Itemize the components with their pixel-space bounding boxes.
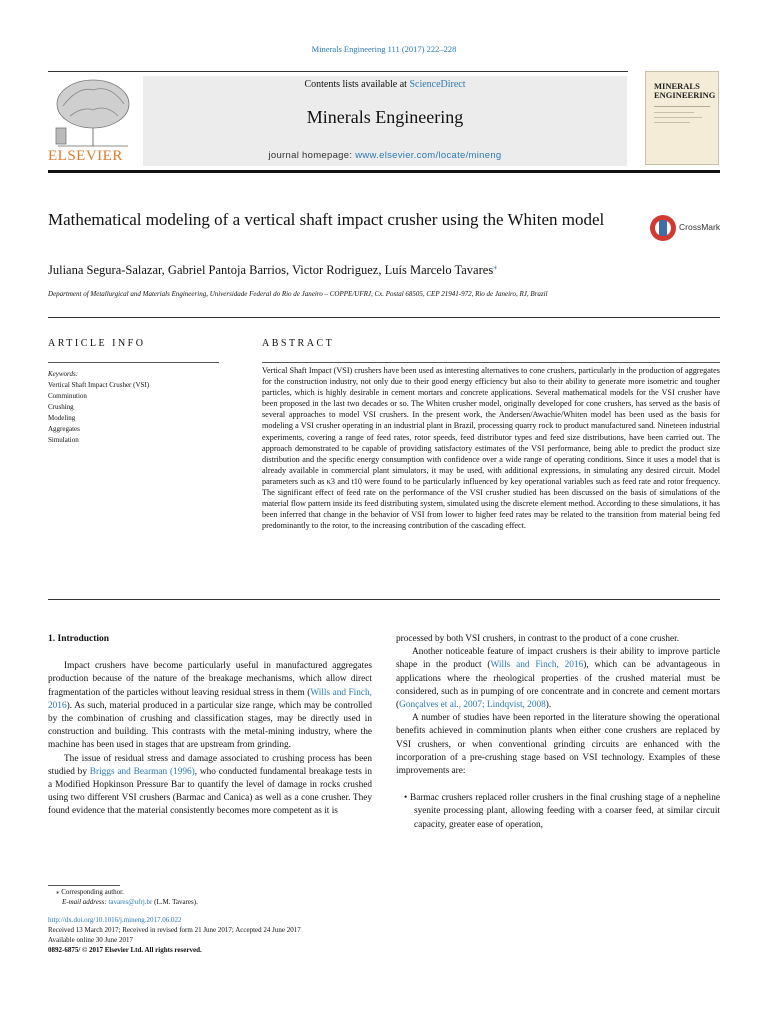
affiliation-rule [48, 317, 720, 318]
received-dates: Received 13 March 2017; Received in revised form 21 June 2017; Accepted 24 June 2017 [48, 926, 301, 934]
section-heading-introduction: 1. Introduction [48, 634, 110, 644]
body-paragraph [396, 646, 720, 712]
abstract-text: Vertical Shaft Impact (VSI) crushers have been used as interesting alternatives to cone crushers, particularly in the production of aggregates for the construction industry, not only due to their good energy efficiency but also to their ability to generate more isometric and tougher particles, which is highly desirable in cement mortars and concrete applications. Several mathematical models for the VSI crusher have been proposed in the last two decades or so. The Whiten crusher model, originally developed for cone crushers, has served as the basis of several approaches to model VSI crushers. In the present work, the Andersen/Awachie/Whiten model has been used as the basis for modeling a VSI crusher operating in an industrial plant in Brazil, processing quarry rock to product manufactured sand. Nineteen industrial experiments, covering a range of feed rates, rotor speeds, feed distributor types and feed size distributions, have been carried out. The approach demonstrated to be capable of providing satisfactory estimates of the VSI performance, being able to predict the product size distribution and the specific energy consumption with confidence over a wide range of operating conditions. Since it uses a model that is already available in commercial plant simulators, it may be used, with additional expressions, in simulating any desired circuit. Model parameters such as κ3 and t10 were found to be particularly influenced by key operational variables such as feed rate and rotor frequency. The significant effect of feed rate on the performance of the VSI crusher studied has been discussed on the basis of simulations of the material flow pattern inside its feed distributing system, simulated using the discrete element method. According to these simulations, it has been inferred that change in the behavior of VSI from lower to higher feed rates may be related to the transition from material being fed predominantly to the rotor, to the increasing contribution of the cascading effect. [262, 366, 720, 531]
elsevier-wordmark: ELSEVIER [48, 148, 123, 164]
author-list [48, 262, 728, 278]
contents-available-line [143, 79, 627, 90]
keyword-item: Crushing [48, 403, 74, 411]
copyright-line: 0892-6875/ © 2017 Elsevier Ltd. All rights reserved. [48, 946, 202, 954]
text-run: Impact crushers have become particularly useful in manufactured aggregates production because of the nature of the breakage mechanisms, which allow direct fragmentation of the particles without leaving residual stress in them ( [48, 661, 372, 698]
bullet-icon: • [404, 793, 410, 804]
affiliation: Department of Metallurgical and Materials Engineering, Universidade Federal do Rio de Janeiro – COPPE/UFRJ, Cx. Postal 68505, CEP 21941-972, Rio de Janeiro, RJ, Brazil [48, 290, 548, 298]
journal-cover-thumbnail[interactable] [645, 71, 719, 165]
list-item-text: Barmac crushers replaced roller crushers in the final crushing stage of a nepheline syenite processing plant, allowing feeding with a coarser feed, at similar circuit capacity, greater ease of operation, [410, 793, 720, 830]
journal-reference-link[interactable]: Minerals Engineering 111 (2017) 222–228 [311, 44, 457, 54]
author-names: Juliana Segura-Salazar, Gabriel Pantoja Barrios, Victor Rodriguez, Luís Marcelo Tavares [48, 263, 494, 278]
citation-link[interactable]: Wills and Finch, 2016 [490, 660, 584, 671]
cover-title: MINERALS ENGINEERING [654, 81, 716, 100]
journal-reference [0, 44, 768, 54]
article-info-heading: ARTICLE INFO [48, 338, 146, 349]
citation-link[interactable]: Briggs and Bearman (1996) [89, 766, 195, 777]
journal-homepage-link[interactable]: www.elsevier.com/locate/mineng [355, 150, 502, 161]
footnotes [48, 887, 468, 955]
article-title: Mathematical modeling of a vertical shaft impact crusher using the Whiten model [48, 210, 605, 229]
body-paragraph [48, 753, 372, 819]
improvements-list [396, 792, 720, 832]
crossmark-badge[interactable] [648, 213, 720, 243]
text-run: ), which can be advantageous in applications where the rheological properties of the crushed material must be considered, such as in pumping of ore concentrate and in concrete and cement mortars ( [396, 660, 720, 711]
email-link[interactable]: tavares@ufrj.br [108, 898, 153, 906]
doi-line [48, 915, 468, 925]
body-paragraph: processed by both VSI crushers, in contrast to the product of a cone crusher. [396, 634, 680, 644]
crossmark-icon [648, 213, 678, 243]
email-suffix: (L.M. Tavares). [152, 898, 198, 906]
keywords-block [48, 369, 223, 446]
homepage-prefix: journal homepage: [268, 150, 356, 161]
abstract-rule [262, 362, 720, 363]
journal-homepage-line [143, 150, 627, 161]
text-run: ). [545, 700, 552, 711]
keyword-item: Aggregates [48, 425, 80, 433]
text-run: , who conducted fundamental breakage tests in a Modified Hopkinson Pressure Bar to quantify the level of damage in rocks crushed using two different VSI crushers (Barmac and Canica) as well as a cone crusher. They found evidence that the material consistently becomes more competent as it is [48, 766, 372, 817]
keyword-item: Modeling [48, 414, 76, 422]
keyword-item: Comminution [48, 392, 87, 400]
body-paragraph: A number of studies have been reported in the literature showing the operational benefits achieved in comminution plants when either cone crushers are replaced by VSI crushers, or when conventional grinding circuits are enhanced with the incorporation of a pre-crushing stage based on VSI technology. Examples of these improvements are: [396, 713, 720, 777]
corresponding-author-mark[interactable]: ⁎ [493, 262, 498, 271]
sciencedirect-link[interactable]: ScienceDirect [409, 79, 466, 90]
citation-link[interactable]: Wills and Finch, 2016 [48, 687, 373, 711]
contents-prefix: Contents lists available at [304, 79, 410, 90]
text-run: The issue of residual stress and damage associated to crushing process has been studied by [48, 753, 372, 777]
email-label: E-mail address: [62, 898, 109, 906]
body-right-column [396, 633, 720, 832]
doi-link[interactable]: http://dx.doi.org/10.1016/j.mineng.2017.06.022 [48, 916, 182, 924]
abstract-heading: ABSTRACT [262, 338, 335, 349]
available-online: Available online 30 June 2017 [48, 936, 134, 944]
header-bottom-rule [48, 170, 720, 173]
crossmark-label: CrossMark [679, 222, 721, 232]
corresponding-author-note: ⁎ Corresponding author. [56, 888, 124, 896]
text-run: Another noticeable feature of impact crushers is their ability to improve particle shape in the product ( [396, 647, 720, 671]
body-paragraph [48, 660, 372, 752]
footnote-rule [48, 885, 120, 886]
article-info-rule [48, 362, 219, 363]
body-rule [48, 599, 720, 600]
citation-link[interactable]: Gonçalves et al., 2007; Lindqvist, 2008 [399, 700, 546, 711]
email-note [48, 897, 468, 907]
keyword-item: Simulation [48, 436, 79, 444]
header-top-rule [48, 71, 628, 72]
keywords-label: Keywords: [48, 370, 79, 378]
journal-title: Minerals Engineering [306, 107, 464, 127]
text-run: ). As such, material produced in a particular size range, which may be controlled by the combination of crushing and classification stages, may be directly used in construction and building. This contrasts with the metal-mining industry, where the machine has been used in stages that are upstream from grinding. [48, 700, 372, 751]
list-item [396, 792, 720, 832]
keyword-item: Vertical Shaft Impact Crusher (VSI) [48, 381, 150, 389]
body-left-column [48, 633, 372, 819]
